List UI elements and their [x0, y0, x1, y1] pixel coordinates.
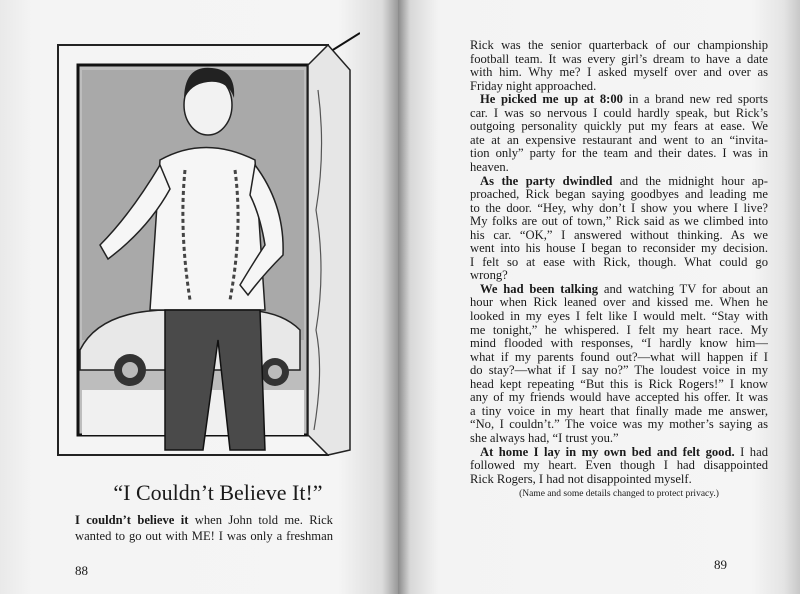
line-text: heaven. — [470, 159, 509, 174]
text-line — [470, 119, 768, 133]
text-line — [470, 187, 768, 201]
text-line — [75, 529, 333, 543]
text-line — [470, 52, 768, 66]
line-text: any of my friends would have accepted his offer. It was — [470, 390, 768, 405]
text-line — [470, 79, 768, 93]
text-line — [470, 160, 768, 174]
line-text: wanted to go out with ME! I was only a freshman — [75, 529, 333, 543]
line-text: football team. It was every girl’s dream to have a date — [470, 51, 768, 66]
line-text: mind flooded with responses, “I hardly know him— — [470, 336, 768, 351]
lead-in-bold: As the party dwindled — [480, 173, 613, 188]
left-page — [0, 0, 398, 594]
text-line — [480, 92, 768, 106]
text-line — [470, 228, 768, 242]
line-text: car. I was so nervous I could hardly speak, but Rick’s — [470, 105, 768, 120]
text-line — [480, 174, 768, 188]
line-text: in a brand new red sports — [622, 92, 768, 107]
line-text: My folks are out of town,” Rick said as we climbed into — [470, 214, 768, 229]
text-line — [470, 133, 768, 147]
privacy-note: (Name and some details changed to protect privacy.) — [519, 489, 719, 499]
line-text: do stay?—what if I say no?” The loudest voice in my — [470, 363, 768, 378]
text-line — [470, 106, 768, 120]
line-text: she always had, “I trust you.” — [470, 430, 619, 445]
text-line — [470, 350, 768, 364]
line-text: I had — [734, 444, 768, 459]
text-line — [470, 472, 768, 486]
story-title: “I Couldn’t Believe It!” — [113, 480, 323, 505]
lead-in-bold: I couldn’t believe it — [75, 513, 189, 527]
text-line — [470, 268, 768, 282]
line-text: and watching TV for about an — [598, 281, 768, 296]
line-text: “No, I couldn’t.” The voice was my mother’s saying as — [470, 417, 768, 432]
text-line — [75, 513, 333, 527]
line-text: tion only” party for the team and their dates. I was in — [470, 146, 768, 161]
text-line — [480, 445, 768, 459]
line-text: to the door. “Hey, why don’t I show you where I live? — [470, 200, 768, 215]
text-line — [470, 390, 768, 404]
line-text: head kept repeating “But this is Rick Rogers!” I know — [470, 376, 768, 391]
line-text: looked in my eyes I felt like I would melt. “Stay with — [470, 309, 768, 323]
line-text: I felt so at ease with Rick, though. What could go — [470, 254, 768, 269]
text-line — [470, 146, 768, 160]
line-text: went into his house I began to reconsider my decision. — [470, 241, 768, 256]
line-text: wrong? — [470, 268, 508, 283]
text-line — [470, 241, 768, 255]
illustration-man-in-doorway — [50, 30, 360, 470]
line-text: what if my parents found out?—what will happen if I — [470, 349, 768, 364]
line-text: a tiny voice in my heart that finally made me answer, — [470, 403, 768, 418]
line-text: with him. Why me? I asked myself over and over as — [470, 65, 768, 80]
line-text: ate at an expensive restaurant and went to an “invita- — [470, 132, 768, 147]
text-line — [470, 65, 768, 79]
page-number: 89 — [714, 557, 727, 572]
lead-in-bold: At home I lay in my own bed and felt good. — [480, 444, 735, 459]
text-line — [480, 282, 768, 296]
line-text: his car. “OK,” I answered without thinking. As we — [470, 227, 768, 242]
text-line — [470, 201, 768, 215]
line-text: outgoing personality quickly put my fears at ease. We — [470, 119, 768, 134]
text-line — [470, 255, 768, 269]
text-line — [470, 458, 768, 472]
text-line — [470, 309, 768, 323]
line-text: Friday night approached. — [470, 78, 597, 93]
lead-in-bold: We had been talking — [480, 281, 599, 296]
lead-in-bold: He picked me up at 8:00 — [480, 92, 623, 107]
line-text: proached, Rick began saying goodbyes and leading me — [470, 187, 768, 202]
text-line — [470, 336, 768, 350]
text-line — [470, 377, 768, 391]
text-line — [470, 417, 768, 431]
text-line — [470, 404, 768, 418]
line-text: followed my heart. Even though I had disappointed — [470, 458, 768, 473]
line-text: me tonight,” he whispered. I felt my heart race. My — [470, 322, 768, 337]
line-text: when John told me. Rick — [194, 513, 333, 527]
text-line — [470, 295, 768, 309]
text-line — [470, 214, 768, 228]
text-line — [470, 38, 768, 52]
text-line — [470, 363, 768, 377]
text-line — [470, 431, 768, 445]
line-text: Rick was the senior quarterback of our championship — [470, 38, 768, 52]
line-text: hour when Rick leaned over and kissed me. When he — [470, 295, 768, 310]
line-text: Rick Rogers, I had not disappointed myself. — [470, 471, 692, 486]
line-text: and the midnight hour ap- — [612, 173, 768, 188]
text-line — [470, 323, 768, 337]
page-number: 88 — [75, 563, 88, 578]
